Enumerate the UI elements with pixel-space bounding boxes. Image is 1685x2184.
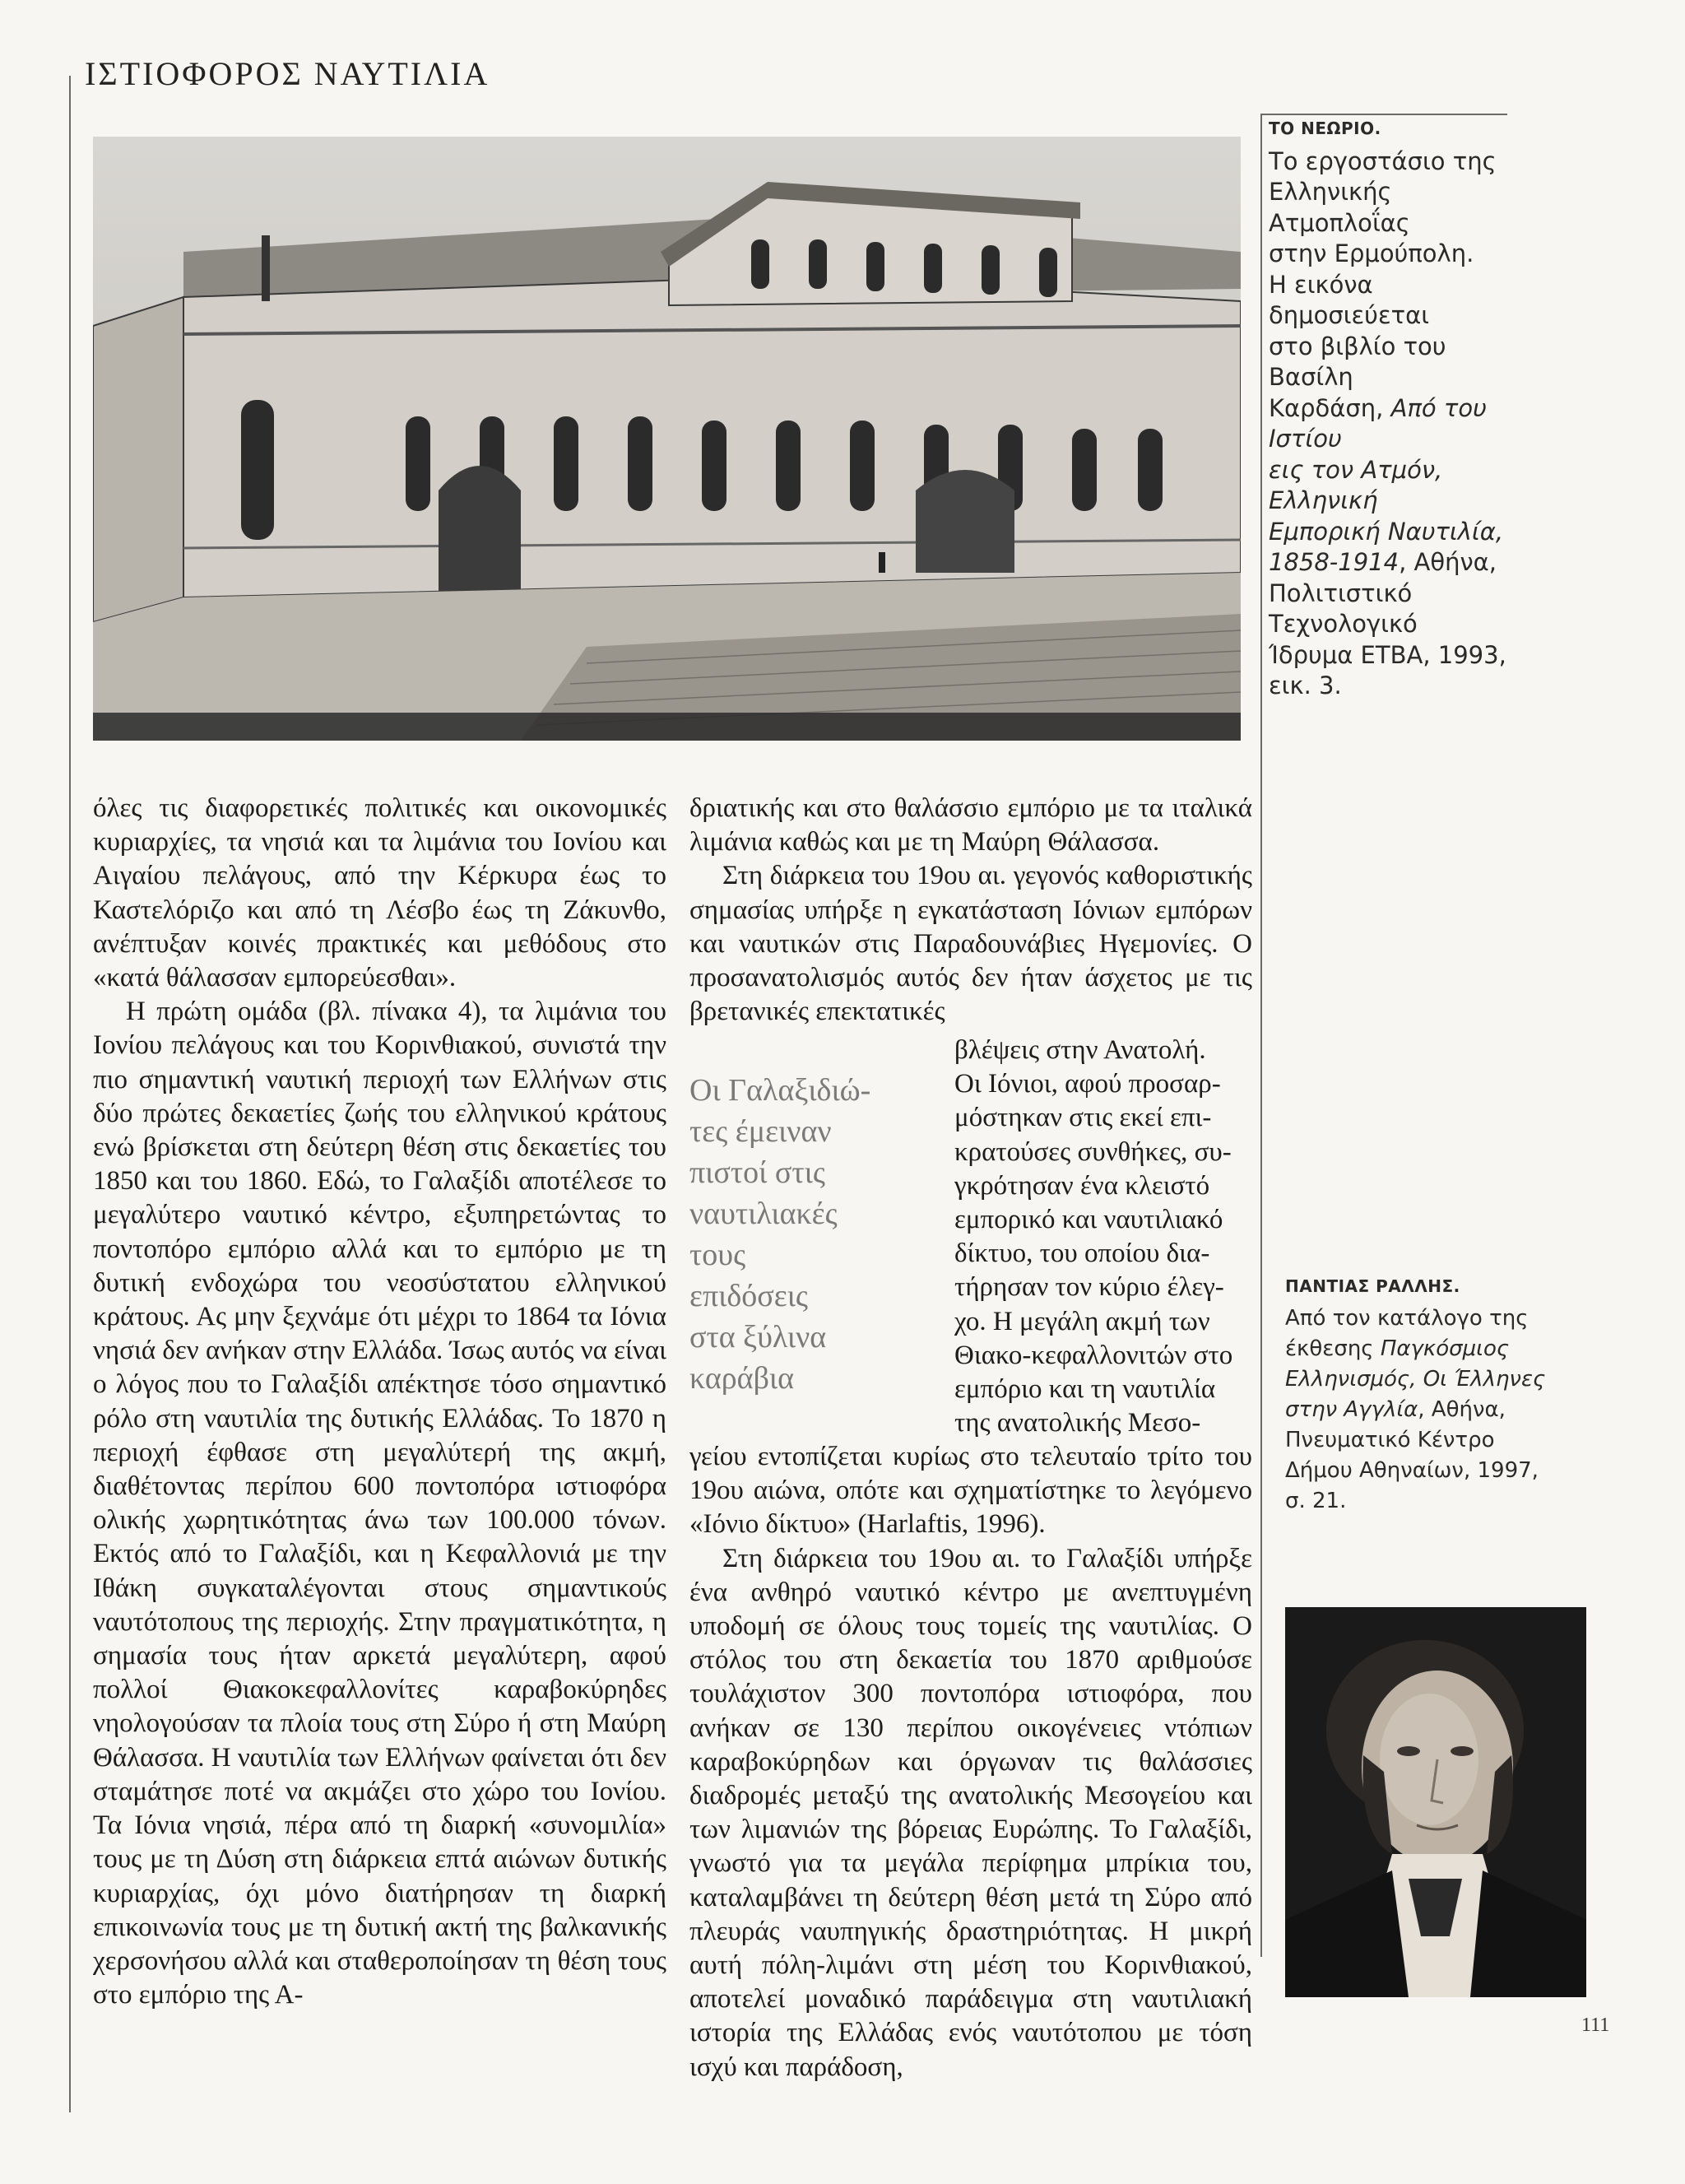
running-head: ΙΣΤΙΟΦΟΡΟΣ ΝΑΥΤΙΛΙΑ (85, 55, 490, 92)
caption-book-title: Από του Ιστίου (1269, 393, 1487, 453)
photo-caption-divider (1260, 114, 1262, 1957)
pull-quote-line: στα ξύλινα (689, 1320, 827, 1355)
page-number: 111 (1581, 2014, 1610, 2036)
caption-text: έκθεσης (1285, 1336, 1381, 1361)
caption-book-title: εις τον Ατμόν, Ελληνική (1269, 455, 1443, 514)
paragraph: Στη διάρκεια του 19ου αι. γεγονός καθοριστικής σημασίας υπήρξε η εγκατάσταση Ιόνιων εμπόρων και ναυτικών στις Παραδουνάβιες Ηγεμονίες. Ο προσανατολισμός αυτός δεν ήταν άσχετος με τις βρετανικές επεκτατικές (689, 861, 1252, 1027)
pull-quote-line: τους (689, 1238, 746, 1272)
caption-book-title: Εμπορική Ναυτιλία, (1269, 517, 1504, 546)
pull-quote-line: Οι Γαλαξιδιώ- (689, 1073, 871, 1108)
caption-line: Πολιτιστικό Τεχνολογικό (1269, 579, 1418, 638)
narrow-line: Θιακο-κεφαλλονιτών στο (954, 1340, 1233, 1370)
caption-line (1269, 517, 1516, 548)
narrow-line: της ανατολικής Μεσο- (954, 1408, 1201, 1438)
paragraph: Η πρώτη ομάδα (βλ. πίνακα 4), τα λιμάνια του Ιονίου πελάγους και του Κορινθιακού, συνιστά την πιο σημαντική ναυτική περιοχή των Ελλήνων στις δύο πρώτες δεκαετίες ζωής του ελληνικού κράτους ενώ βρίσκεται στη δεύτερη θέση στις δεκαετίες του 1850 και του 1860. Εδώ, το Γαλαξίδι αποτέλεσε το μεγαλύτερο ναυτικό κέντρο, εξυπηρετώντας το ποντοπόρο εμπόριο αλλά και το εμπόριο με τη δυτική ενδοχώρα του νεοσύστατου ελληνικού κράτους. Ας μην ξεχνάμε ότι μέχρι το 1864 τα Ιόνια νησιά δεν ανήκαν στην Ελλάδα. Ίσως αυτός να είναι ο λόγος που το Γαλαξίδι απέκτησε τόσο σημαντικό ρόλο στη ναυτιλία της δυτικής Ελλάδας. Το 1870 η περιοχή έφθασε στη μεγαλύτερή της ακμή, διαθέτοντας περίπου 600 ποντοπόρα ιστιοφόρα ολικής χωρητικότητας άνω των 100.000 τόνων. Εκτός από το Γαλαξίδι, και η Κεφαλλονιά με την Ιθάκη συγκαταλέγονται στους σημαντικούς ναυτότοπους της περιοχής. Στην πραγματικότητα, η σημασία τους ήταν αρκετά μεγαλύτερη, αφού πολλοί Θιακοκεφαλλονίτες καραβοκύρηδες νηολογούσαν τα πλοία τους στη Σύρο ή στη Μαύρη Θάλασσα. Η ναυτιλία των Ελλήνων φαίνεται ότι δεν σταμάτησε ποτέ να ακμάζει στο χώρο του Ιονίου. Τα Ιόνια νησιά, πέρα από τη διαρκή «συνομιλία» τους με τη Δύση στη διάρκεια επτά αιώνων δυτικής κυριαρχίας, όχι μόνο διατήρησαν τη διαρκή επικοινωνία τους με τη δυτική ακτή της βαλκανικής χερσονήσου αλλά και σταθεροποίησαν τη θέση τους στο εμπόριο της Α- (93, 997, 666, 2010)
caption-line: Ίδρυμα ΕΤΒΑ, 1993, (1269, 640, 1506, 669)
caption-line (1285, 1334, 1548, 1364)
paragraph: Στη διάρκεια του 19ου αι. το Γαλαξίδι υπήρξε ένα ανθηρό ναυτικό κέντρο με ανεπτυγμένη υποδομή σε όλους τους τομείς της ναυτιλίας. Ο στόλος του στη δεκαετία του 1870 αριθμούσε τουλάχιστον 300 ποντοπόρα ιστιοφόρα, που ανήκαν σε 130 περίπου οικογένειες ντόπιων καραβοκύρηδων και όργωναν τις θαλάσσιες διαδρομές μεταξύ της ανατολικής Μεσογείου και των λιμανιών της βόρειας Ευρώπης. Το Γαλαξίδι, γνωστό για τα μεγάλα περίφημα μπρίκια του, καταλαμβάνει τη δεύτερη θέση μετά τη Σύρο από πλευράς ναυπηγικής δραστηριότητας. Η μικρή αυτή πόλη-λιμάνι στη μέση του Κορινθιακού, αποτελεί μοναδικό παράδειγμα στη ναυτιλιακή ιστορία της Ελλάδας ενός ναυτότοπου με τόση ισχύ και παράδοση, (689, 1543, 1252, 2082)
photo-caption-shipyard (1269, 114, 1516, 702)
narrow-line: βλέψεις στην Ανατολή. (954, 1035, 1206, 1065)
caption-line: εικ. 3. (1269, 671, 1342, 699)
caption-line: Δήμου Αθηναίων, 1997, (1285, 1458, 1539, 1483)
body-column-2-narrow (954, 1034, 1252, 1440)
narrow-line: γκρότησαν ένα κλειστό (954, 1170, 1210, 1201)
pull-quote-line: τες έμειναν (689, 1114, 832, 1149)
paragraph: γείου εντοπίζεται κυρίως στο τελευταίο τρίτο του 19ου αιώνα, οπότε και σχηματίστηκε το λεγόμενο «Ιόνιο δίκτυο» (Harlaftis, 1996). (689, 1442, 1252, 1540)
narrow-line: μόστηκαν στις εκεί επι- (954, 1103, 1212, 1133)
paragraph: όλες τις διαφορετικές πολιτικές και οικονομικές κυριαρχίες, τα νησιά και τα λιμάνια του Ιονίου και Αιγαίου πελάγους, από την Κέρκυρα έως το Καστελόριζο και από τη Λέσβο έως τη Ζάκυνθο, ανέπτυξαν κοινές πρακτικές και μεθόδους στο «κατά θάλασσαν εμπορεύεσθαι». (93, 793, 666, 993)
caption-book-title: 1858-1914 (1269, 548, 1400, 576)
narrow-line: τήρησαν τον κύριο έλεγ- (954, 1272, 1224, 1303)
caption-line: στο βιβλίο του Βασίλη (1269, 332, 1446, 391)
pull-quote-line: καράβια (689, 1361, 795, 1396)
caption-line (1285, 1364, 1548, 1395)
narrow-line: Οι Ιόνιοι, αφού προσαρ- (954, 1069, 1221, 1099)
caption-line: Το εργοστάσιο της (1269, 146, 1497, 175)
caption-line (1285, 1395, 1548, 1425)
narrow-line: δίκτυο, του οποίου δια- (954, 1238, 1210, 1269)
pantias-rallis-portrait (1285, 1607, 1586, 1997)
caption-line: σ. 21. (1285, 1489, 1347, 1513)
caption-title: ΤΟ ΝΕΩΡΙΟ. (1269, 118, 1381, 138)
caption-line (1269, 455, 1516, 517)
body-column-2-continued (689, 1440, 1252, 2084)
caption-line (1269, 547, 1516, 579)
narrow-line: χο. Η μεγάλη ακμή των (954, 1306, 1210, 1336)
caption-exhibition-title: Παγκόσμιος (1380, 1336, 1510, 1361)
caption-line: στην Ερμούπολη. (1269, 239, 1474, 267)
shipyard-engraving-photo (93, 137, 1241, 741)
caption-line: Από τον κατάλογο της (1285, 1306, 1529, 1331)
pull-quote-line: επιδόσεις (689, 1279, 808, 1313)
left-margin-rule (69, 76, 71, 2112)
caption-place: , Αθήνα, (1399, 548, 1497, 576)
body-column-1 (93, 792, 666, 2012)
narrow-line: κρατούσες συνθήκες, συ- (954, 1136, 1232, 1167)
body-column-2 (689, 792, 1252, 1029)
portrait-caption (1285, 1271, 1548, 1517)
caption-text: , Αθήνα, (1418, 1397, 1506, 1422)
caption-line (1269, 393, 1516, 455)
narrow-line: εμπόριο και τη ναυτιλία (954, 1374, 1216, 1405)
caption-author: Καρδάση, (1269, 393, 1391, 422)
caption-title: ΠΑΝΤΙΑΣ ΡΑΛΛΗΣ. (1285, 1276, 1460, 1296)
caption-exhibition-title: στην Αγγλία (1285, 1397, 1418, 1422)
pull-quote-line: πιστοί στις (689, 1155, 825, 1190)
caption-exhibition-title: Ελληνισμός, Οι Έλληνες (1285, 1367, 1546, 1392)
caption-line: Η εικόνα δημοσιεύεται (1269, 270, 1430, 329)
pull-quote-line: ναυτιλιακές (689, 1197, 838, 1231)
caption-line: Ελληνικής Ατμοπλοΐας (1269, 178, 1410, 237)
pull-quote (689, 1070, 936, 1399)
caption-line: Πνευματικό Κέντρο (1285, 1428, 1495, 1452)
narrow-line: εμπορικό και ναυτιλιακό (954, 1205, 1223, 1235)
paragraph: δριατικής και στο θαλάσσιο εμπόριο με τα ιταλικά λιμάνια καθώς και με τη Μαύρη Θάλασσα. (689, 793, 1252, 857)
